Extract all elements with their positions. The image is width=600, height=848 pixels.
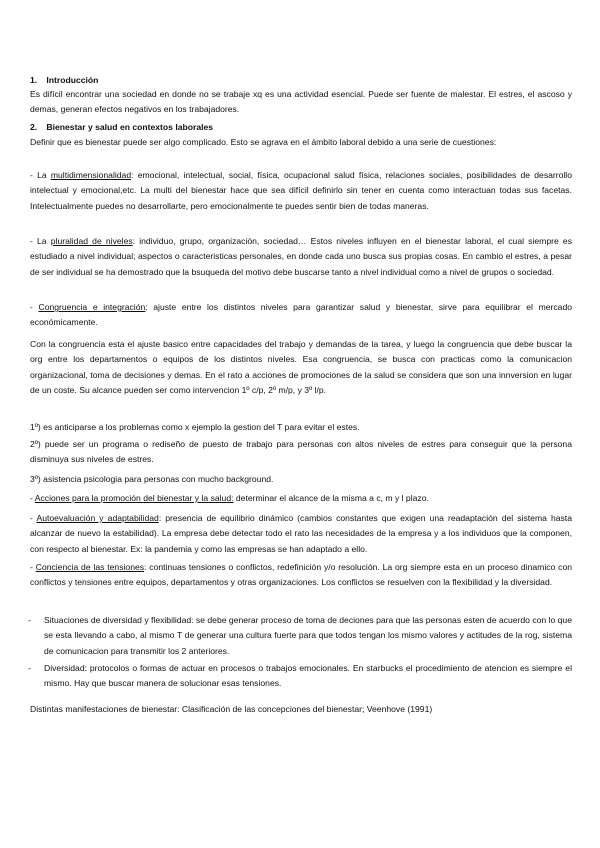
bullet-dash: - [28, 615, 31, 625]
intro-paragraph: Es difícil encontrar una sociedad en donde no se trabaje xq es una actividad esencial. Puede ser fuente de malestar. El estres, el ascoso y demas, generan efectos negativos en los trabajadores. [30, 89, 572, 115]
congr-text: : ajuste entre los distintos niveles para garantizar salud y bienestar, sirve para equilibrar el mercado económicamente. [30, 302, 572, 328]
autoevaluacion-paragraph [30, 511, 572, 557]
section-2-heading [30, 120, 572, 135]
congruencia-paragraph [30, 300, 572, 331]
plural-text: : individuo, grupo, organización, sociedad… Estos niveles influyen en el bienestar laboral, el cual siempre es estudiado a nivel individual; aspectos o caracteristicas personales, en donde cada uno busca sus propias cosas. En cambio el estres, a pesar de ser individual se ha demostrado que la bsuqueda del motivo debe buscarse tanto a nivel individual como a nivel de grupos o sociedad. [30, 236, 572, 277]
definir-paragraph: Definir que es bienestar puede ser algo complicado. Esto se agrava en el ámbito laboral debido a una serie de cuestiones: [30, 137, 497, 147]
acc-prefix: - [30, 493, 35, 503]
acciones-paragraph [30, 491, 572, 506]
auto-term: Autoevaluación y adaptabilidad [36, 513, 159, 523]
congr-term: Congruencia e integración [38, 302, 146, 312]
congruencia-detail-paragraph: Con la congruencia esta el ajuste basico entre capacidades del trabajo y demandas de la tarea, y luego la congruencia que debe buscar la org entre los departamentos o equipos de los distintos niveles. Esa congruencia, se busca con practicas como la comunicacion organizacional, toma de decisiones y demas. En el rato a acciones de promociones de la salud se considera que son una innversion en lugar de un coste. Su alcance pueden ser como intervencion 1º c/p, 2º m/p, y 3º l/p. [30, 339, 572, 396]
list-item [28, 661, 572, 692]
conciencia-paragraph [30, 560, 572, 591]
section-2-number: 2. [30, 122, 38, 132]
list-item [28, 613, 572, 659]
auto-text: : presencia de equilibrio dinámico (cambios constantes que exigen una readaptación del sistema hasta alcanzar de nuevo la estabilidad). La empresa debe detectar todo el rato las necesidades de la empresa y a los individuos que la componen, con respecto al bienestar. Ex: la pandemia y como las empresas se han adaptado a ello. [30, 513, 572, 554]
congr-prefix: - [30, 302, 39, 312]
section-1-number: 1. [30, 75, 38, 85]
section-1-title: Introducción [46, 75, 99, 85]
closing-paragraph: Distintas manifestaciones de bienestar: Clasificación de las concepciones del bienestar; Veenhove (1991) [30, 704, 433, 714]
plural-term: pluralidad de niveles [50, 236, 133, 246]
multi-prefix: - La [30, 170, 51, 180]
intervencion-3-paragraph: 3º) asistencia psicologia para personas con mucho background. [30, 474, 274, 484]
acc-text: determinar el alcance de la misma a c, m y l plazo. [233, 493, 429, 503]
multidimensionalidad-paragraph [30, 168, 572, 214]
plural-prefix: - La [30, 236, 51, 246]
bullet-diversidad: Diversidad: protocolos o formas de actuar en procesos o trabajos emocionales. En starbucks el procedimiento de atencion es siempre el mismo. Hay que buscar manera de solucionar esas tensiones. [44, 663, 572, 689]
acc-term: Acciones para la promoción del bienestar y la salud: [34, 493, 234, 503]
auto-prefix: - [30, 513, 37, 523]
intervencion-2-paragraph: 2º) puede ser un programa o rediseño de puesto de trabajo para personas con altos niveles de estres para conseguir que la persona disminuya sus niveles de estres. [30, 439, 572, 465]
multi-term: multidimensionalidad [50, 170, 132, 180]
bullet-diversidad-flexibilidad: Situaciones de diversidad y flexibilidad: se debe generar proceso de toma de deciones para que las personas esten de acuerdo con lo que se esta llevando a cabo, al mismo T de generar una cultura fuerte para que todos tengan los mismo valores y actitudes de la rog, sistema de comunicacion para transmitir los 2 anteriores. [44, 615, 572, 656]
pluralidad-paragraph [30, 234, 572, 280]
intervencion-1-paragraph: 1º) es anticiparse a los problemas como x ejemplo la gestion del T para evitar el estes. [30, 422, 360, 432]
section-1-heading [30, 73, 572, 88]
conc-prefix: - [30, 562, 36, 572]
conc-text: : continuas tensiones o conflictos, redefinición y/o resolución. La org siempre esta en un proceso dinamico con conflictos y tensiones entre equipos, departamentos y otras organizaciones. Los conflictos se resuelven con la flexibilidad y la diversidad. [30, 562, 573, 588]
multi-text: : emocional, intelectual, social, física, ocupacional salud física, relaciones sociales, posibilidades de desarrollo intelectual y emocional,etc. La multi del bienestar hace que sea difícil definirlo sin tener en cuenta como interactuan todas sus facetas. Intelectualmente puedes no desarrollarte, pero emocionalmente te puedes sentir bien de todas maneras. [30, 170, 572, 211]
conc-term: Conciencia de las tensiones [35, 562, 145, 572]
bullet-dash: - [28, 663, 31, 673]
section-2-title: Bienestar y salud en contextos laborales [46, 122, 214, 132]
